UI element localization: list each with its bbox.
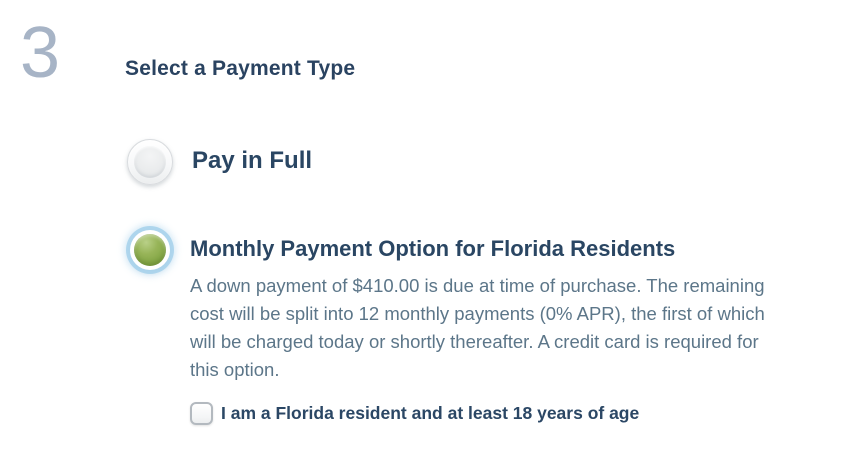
pay-in-full-label[interactable]: Pay in Full — [192, 147, 313, 174]
description-line: A down payment of $410.00 is due at time of purchase. The remaining — [190, 275, 765, 296]
radio-selected-indicator — [134, 234, 166, 266]
florida-resident-checkbox-label[interactable]: I am a Florida resident and at least 18 years of age — [221, 403, 640, 423]
monthly-payment-radio[interactable] — [130, 230, 170, 270]
florida-resident-checkbox[interactable] — [190, 402, 213, 425]
radio-unselected-indicator — [134, 146, 166, 178]
pay-in-full-radio[interactable] — [127, 139, 173, 185]
step-number: 3 — [20, 13, 61, 93]
description-line: this option. — [190, 359, 280, 380]
monthly-payment-description — [190, 272, 765, 384]
description-line: will be charged today or shortly thereafter. A credit card is required for — [190, 331, 759, 352]
description-line: cost will be split into 12 monthly payments (0% APR), the first of which — [190, 303, 765, 324]
step-title: Select a Payment Type — [125, 57, 356, 80]
monthly-payment-label[interactable]: Monthly Payment Option for Florida Residents — [190, 236, 676, 261]
